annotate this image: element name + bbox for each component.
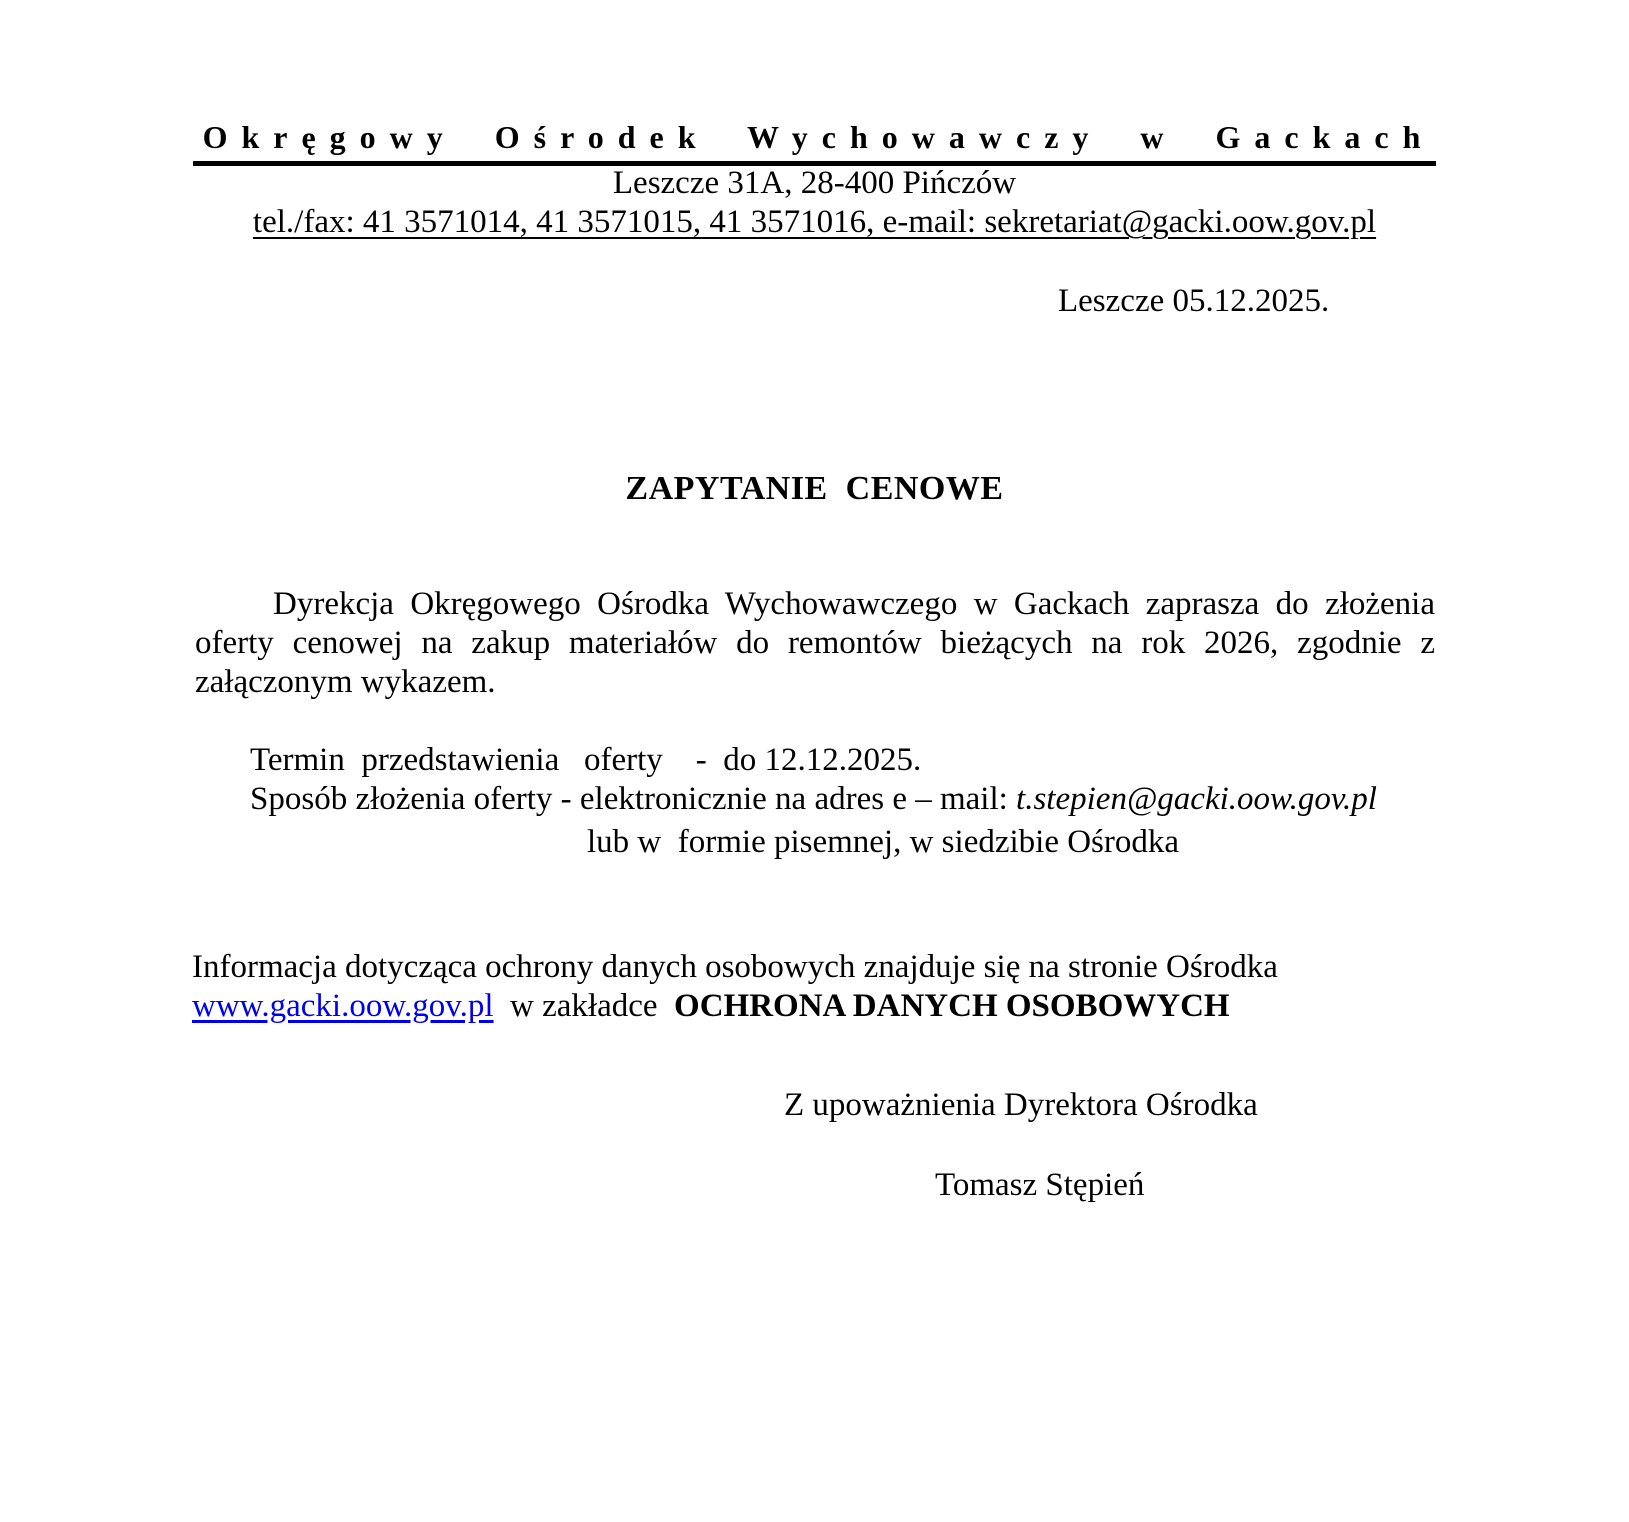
- offer-submission-line: [250, 780, 1377, 818]
- privacy-info-line: Informacja dotycząca ochrony danych osobowych znajduje się na stronie Ośrodka: [192, 949, 1278, 985]
- offer-submission-text: Sposób złożenia oferty - elektronicznie na adres e – mail:: [250, 781, 1017, 817]
- date-line: Leszcze 05.12.2025.: [1058, 283, 1330, 319]
- privacy-link-line: [192, 987, 1230, 1025]
- document-title: ZAPYTANIE CENOWE: [625, 470, 1004, 507]
- paragraph-line-2: oferty cenowej na zakup materiałów do remontów bieżących na rok 2026, zgodnie z: [195, 625, 1435, 661]
- org-name: Okręgowy Ośrodek Wychowawczy w Gackach: [193, 118, 1437, 166]
- signer-name: Tomasz Stępień: [935, 1167, 1145, 1203]
- privacy-link[interactable]: www.gacki.oow.gov.pl: [192, 988, 494, 1024]
- offer-deadline-line: Termin przedstawienia oferty - do 12.12.2025.: [250, 742, 922, 778]
- offer-submission-email: t.stepien@gacki.oow.gov.pl: [1016, 781, 1377, 817]
- paragraph-line-1: Dyrekcja Okręgowego Ośrodka Wychowawczego w Gackach zaprasza do złożenia: [273, 586, 1435, 622]
- privacy-middle-text: w zakładce: [493, 988, 675, 1024]
- letterhead: [0, 118, 1629, 166]
- paragraph-line-3: załączonym wykazem.: [195, 664, 496, 700]
- authorization-line: Z upoważnienia Dyrektora Ośrodka: [784, 1087, 1258, 1123]
- org-contact-line: tel./fax: 41 3571014, 41 3571015, 41 3571016, e-mail: sekretariat@gacki.oow.gov.pl: [252, 204, 1377, 240]
- offer-submission-alt-line: lub w formie pisemnej, w siedzibie Ośrodka: [587, 824, 1180, 860]
- privacy-bold-text: OCHRONA DANYCH OSOBOWYCH: [674, 988, 1230, 1024]
- org-address: Leszcze 31A, 28-400 Pińczów: [612, 165, 1017, 201]
